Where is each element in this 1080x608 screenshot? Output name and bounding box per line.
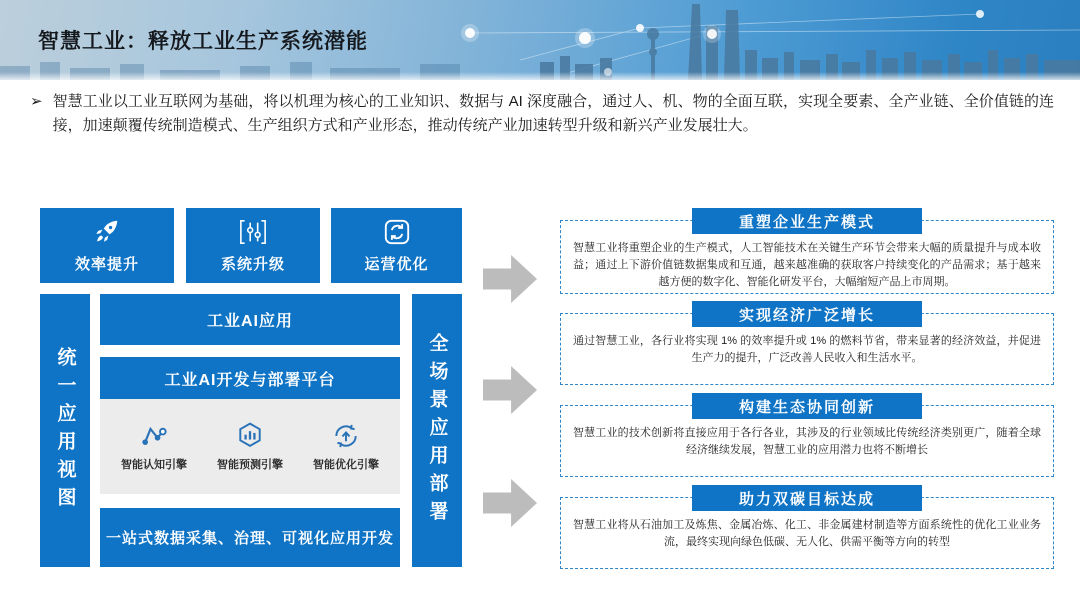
benefit-label: 效率提升: [74, 255, 139, 273]
outcome-title-bar: 重塑企业生产模式: [692, 208, 922, 234]
outcome-text: 通过智慧工业，各行业将实现 1% 的效率提升或 1% 的燃料节省，带来显著的经济效益，并促进生产力的提升，广泛改善人民收入和生活水平。: [573, 335, 1041, 364]
one-stop-data-box: [100, 508, 400, 567]
benefit-label: 系统升级: [220, 255, 285, 273]
cycle-up-arrow-icon: [330, 421, 362, 451]
intro-text: 智慧工业以工业互联网为基础，将以机理为核心的工业知识、数据与 AI 深度融合，通过人、机、物的全面互联，实现全要素、全产业链、全价值链的连接，加速颠覆传统制造模式、生产组织方式和产业形态，推动传统产业加速转型升级和新兴产业发展壮大。: [52, 93, 1054, 134]
intro-paragraph: [30, 90, 1054, 138]
engine-cognition: [121, 421, 187, 472]
outcome-title-bar: 助力双碳目标达成: [692, 485, 922, 511]
benefit-box-efficiency: [40, 208, 174, 283]
engine-label: 智能优化引擎: [313, 459, 379, 471]
page-title: 智慧工业：释放工业生产系统潜能: [38, 30, 368, 53]
benefit-box-system-upgrade: [186, 208, 320, 283]
outcome-title-bar: 构建生态协同创新: [692, 393, 922, 419]
full-scene-deploy-label: 全场景应用部署: [426, 332, 448, 529]
ai-platform-label: 工业AI开发与部署平台: [164, 371, 336, 389]
engine-prediction: [217, 421, 283, 472]
sliders-icon: [238, 218, 268, 246]
unified-view-bar: [40, 294, 90, 567]
unified-view-label: 统一应用视图: [54, 346, 76, 515]
benefit-box-operation: [331, 208, 462, 283]
outcome-text: 智慧工业将重塑企业的生产模式，人工智能技术在关键生产环节会带来大幅的质量提升与成本收益；通过上下游价值链数据集成和互通，越来越准确的获取客户持续变化的产品需求；基于越来越方便的数字化、智能化研发平台，大幅缩短产品上市周期。: [573, 242, 1041, 288]
one-stop-data-label: 一站式数据采集、治理、可视化应用开发: [105, 530, 394, 547]
rocket-icon: [92, 218, 122, 246]
flow-arrow: [483, 479, 537, 527]
industrial-ai-app-box: [100, 294, 400, 345]
engine-optimization: [313, 421, 379, 472]
outcome-title-bar: 实现经济广泛增长: [692, 301, 922, 327]
engine-label: 智能认知引擎: [121, 459, 187, 471]
full-scene-deploy-bar: [412, 294, 462, 567]
ai-platform-box: [100, 357, 400, 399]
engine-label: 智能预测引擎: [217, 459, 283, 471]
arrow-bullet-icon: ➢: [30, 93, 43, 110]
hexagon-chart-icon: [234, 421, 266, 451]
outcome-text: 智慧工业的技术创新将直接应用于各行各业，其涉及的行业领域比传统经济类别更广，随着全球经济继续发展，智慧工业的应用潜力也将不断增长: [573, 427, 1041, 456]
network-nodes-icon: [138, 421, 170, 451]
outcome-text: 智慧工业将从石油加工及炼焦、金属冶炼、化工、非金属建材制造等方面系统性的优化工业业务流，最终实现向绿色低碳、无人化、供需平衡等方向的转型: [573, 519, 1041, 548]
header-banner: [0, 0, 1080, 80]
sync-arrows-icon: [382, 218, 412, 246]
flow-arrow: [483, 366, 537, 414]
industrial-ai-app-label: 工业AI应用: [206, 313, 293, 330]
flow-arrow: [483, 255, 537, 303]
engine-area: [100, 399, 400, 494]
benefit-label: 运营优化: [364, 255, 429, 273]
